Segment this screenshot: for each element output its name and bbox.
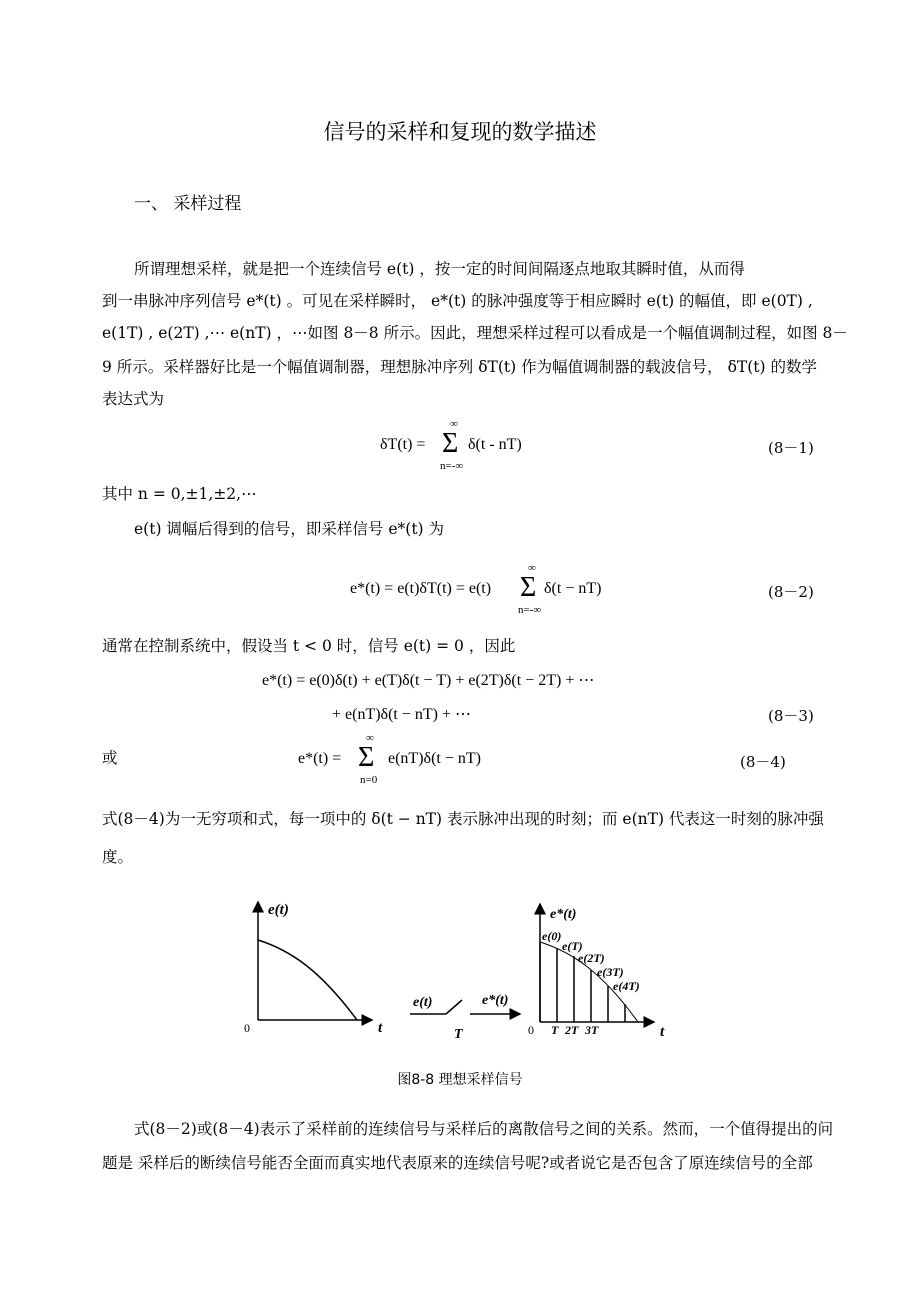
sample-label-e3T: e(3T) — [597, 965, 624, 979]
eq1-sum-bottom: n=-∞ — [440, 460, 464, 472]
tick-2T: 2T — [565, 1023, 579, 1037]
paragraph-2: e(t) 调幅后得到的信号，即采样信号 e*(t) 为 — [134, 520, 445, 538]
eq2-lhs: e*(t) = e(t)δT(t) = e(t) — [350, 580, 492, 597]
tick-3T: 3T — [585, 1023, 599, 1037]
eq1-lhs: δT(t) = — [380, 436, 426, 453]
paragraph-5-line-1: 式(8－2)或(8－4)表示了采样前的连续信号与采样后的离散信号之间的关系。然而，一个值得提出的问 — [134, 1120, 834, 1138]
sampler-output-label: e*(t) — [482, 993, 509, 1008]
or-label: 或 — [102, 749, 118, 767]
eq2-number: (8－2) — [768, 583, 814, 601]
sampler-input-label: e(t) — [413, 995, 433, 1010]
eq2-rhs: δ(t − nT) — [544, 580, 602, 597]
left-continuous-curve — [258, 940, 357, 1020]
section-heading: 一、 采样过程 — [134, 194, 242, 214]
paragraph-4-line-1: 式(8－4)为一无穷项和式，每一项中的 δ(t − nT) 表示脉冲出现的时刻；而 e(nT) 代表这一时刻的脉冲强 — [102, 810, 824, 828]
sample-label-e2T: e(2T) — [578, 951, 605, 965]
paragraph-5-line-2: 题是 采样后的断续信号能否全面而真实地代表原来的连续信号呢?或者说它是否包含了原连续信号的全部 — [102, 1154, 813, 1172]
paragraph-3: 通常在控制系统中，假设当 t < 0 时，信号 e(t) = 0 ，因此 — [102, 637, 516, 655]
tick-T: T — [551, 1023, 559, 1037]
right-y-label: e*(t) — [550, 907, 577, 922]
sample-label-eT: e(T) — [562, 939, 583, 953]
paragraph-1-line-5: 表达式为 — [102, 390, 165, 408]
eq2-sigma: Σ — [520, 572, 537, 603]
paragraph-4-line-2: 度。 — [102, 848, 134, 866]
eq2-sum-bottom: n=-∞ — [518, 604, 542, 616]
paragraph-1-line-1: 所谓理想采样，就是把一个连续信号 e(t) ，按一定的时间间隔逐点地取其瞬时值，从而得 — [134, 260, 745, 278]
eq3-line-2: + e(nT)δ(t − nT) + ⋯ — [332, 706, 472, 723]
eq1-number: (8－1) — [768, 439, 814, 457]
eq2-sum-top: ∞ — [528, 562, 536, 574]
left-origin: 0 — [244, 1021, 250, 1035]
left-t-label: t — [378, 1020, 383, 1036]
eq3-line-1: e*(t) = e(0)δ(t) + e(T)δ(t − T) + e(2T)δ(t − 2T) + ⋯ — [262, 672, 595, 689]
paragraph-1-line-4: 9 所示。采样器好比是一个幅值调制器，理想脉冲序列 δT(t) 作为幅值调制器的载波信号， δT(t) 的数学 — [102, 358, 817, 376]
where-line: 其中 n = 0,±1,±2,⋯ — [102, 485, 257, 503]
eq4-rhs: e(nT)δ(t − nT) — [388, 750, 481, 767]
right-origin: 0 — [528, 1023, 534, 1037]
left-y-label: e(t) — [268, 902, 289, 918]
eq4-number: (8－4) — [740, 753, 786, 771]
figure-ideal-sampling — [0, 890, 920, 1050]
sample-label-e0: e(0) — [542, 929, 562, 943]
paragraph-1-line-2: 到一串脉冲序列信号 e*(t) 。可见在采样瞬时， e*(t) 的脉冲强度等于相应瞬时 e(t) 的幅值，即 e(0T) , — [102, 292, 813, 310]
page-title: 信号的采样和复现的数学描述 — [323, 120, 597, 144]
sample-label-e4T: e(4T) — [613, 979, 640, 993]
eq4-sigma: Σ — [358, 742, 375, 773]
eq3-number: (8－3) — [768, 707, 814, 725]
sampler-switch — [446, 1000, 462, 1014]
figure-caption: 图8-8 理想采样信号 — [397, 1072, 523, 1088]
eq4-sum-top: ∞ — [366, 732, 374, 744]
eq1-rhs: δ(t - nT) — [468, 436, 522, 453]
eq1-sigma: Σ — [442, 428, 459, 459]
sampler-period-label: T — [454, 1027, 463, 1042]
eq4-sum-bottom: n=0 — [360, 774, 378, 786]
eq1-sum-top: ∞ — [450, 418, 458, 430]
eq4-lhs: e*(t) = — [298, 750, 342, 767]
paragraph-1-line-3: e(1T) , e(2T) ,⋯ e(nT) ，⋯如图 8－8 所示。因此，理想采样过程可以看成是一个幅值调制过程，如图 8－ — [102, 324, 848, 342]
right-t-label: t — [660, 1024, 665, 1040]
